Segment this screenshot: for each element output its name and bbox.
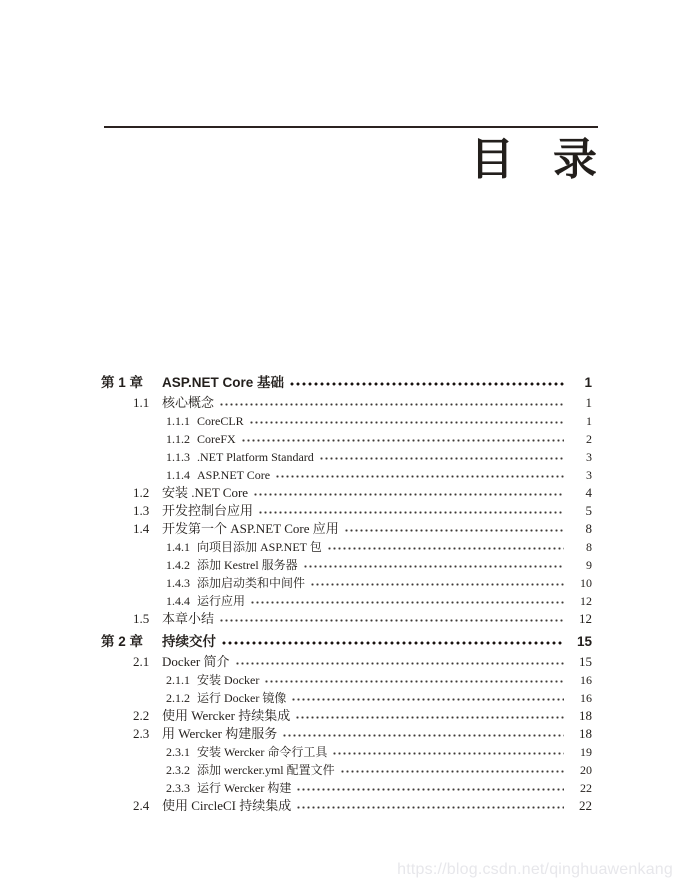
toc-entry-title: CoreFX bbox=[197, 432, 236, 446]
toc-entry bbox=[133, 394, 592, 412]
toc-entry-page: 1 bbox=[585, 395, 592, 410]
page-title-char: 目 bbox=[470, 135, 514, 184]
toc-entry-title: .NET Platform Standard bbox=[197, 450, 314, 464]
toc-entry-title: 安装 .NET Core bbox=[162, 485, 249, 500]
toc-entry-title: 添加启动类和中间件 bbox=[197, 576, 306, 590]
toc-entry-number: 1.3 bbox=[133, 503, 150, 518]
toc-entry-number: 1.1 bbox=[133, 395, 150, 410]
toc-entry bbox=[133, 502, 592, 520]
toc-entry-title: 使用 Wercker 持续集成 bbox=[162, 708, 291, 723]
toc-entry-title: 运行应用 bbox=[197, 594, 246, 608]
toc-entry-page: 2 bbox=[586, 432, 592, 446]
toc-entry-page: 3 bbox=[586, 450, 592, 464]
toc-entry bbox=[166, 761, 592, 779]
toc-entry bbox=[166, 556, 592, 574]
toc-entry-number: 1.1.1 bbox=[166, 414, 190, 428]
toc-entry bbox=[133, 797, 592, 815]
dot-leader bbox=[291, 689, 564, 707]
toc-entry-number: 2.3 bbox=[133, 726, 150, 741]
toc-entry-number: 2.2 bbox=[133, 708, 150, 723]
toc-entry-page: 3 bbox=[586, 468, 592, 482]
toc-entry-number: 1.4.1 bbox=[166, 540, 190, 554]
toc-entry-number: 2.3.2 bbox=[166, 763, 190, 777]
dot-leader bbox=[275, 466, 564, 484]
toc-entry-title: 运行 Wercker 构建 bbox=[197, 781, 292, 795]
toc-entry bbox=[166, 574, 592, 592]
toc-entry bbox=[101, 374, 592, 392]
toc-entry-page: 12 bbox=[580, 594, 592, 608]
toc-entry-title: 持续交付 bbox=[162, 634, 216, 649]
page-title bbox=[470, 135, 597, 184]
toc-entry-page: 20 bbox=[580, 763, 592, 777]
dot-leader bbox=[241, 430, 564, 448]
toc-entry-number: 2.1 bbox=[133, 654, 150, 669]
dot-leader bbox=[250, 592, 564, 610]
toc-entry-number: 2.3.3 bbox=[166, 781, 190, 795]
toc-entry bbox=[166, 448, 592, 466]
toc-entry-number: 1.5 bbox=[133, 611, 150, 626]
toc-entry-title: 安装 Wercker 命令行工具 bbox=[197, 745, 328, 759]
dot-leader bbox=[310, 574, 564, 592]
toc-entry-number: 2.4 bbox=[133, 798, 150, 813]
toc-entry bbox=[166, 689, 592, 707]
toc-entry-page: 10 bbox=[580, 576, 592, 590]
toc-entry-number: 第 1 章 bbox=[101, 375, 144, 390]
toc-entry-page: 12 bbox=[579, 611, 592, 626]
dot-leader bbox=[289, 374, 564, 392]
toc-entry bbox=[166, 743, 592, 761]
dot-leader bbox=[264, 671, 564, 689]
dot-leader bbox=[303, 556, 564, 574]
toc-entry bbox=[101, 633, 592, 651]
dot-leader bbox=[219, 394, 564, 412]
toc-entry-number: 1.4.2 bbox=[166, 558, 190, 572]
header-rule bbox=[104, 126, 598, 128]
toc-entry-title: 使用 CircleCI 持续集成 bbox=[162, 798, 292, 813]
toc-entry-title: 用 Wercker 构建服务 bbox=[162, 726, 278, 741]
toc-entry-number: 1.4 bbox=[133, 521, 150, 536]
dot-leader bbox=[296, 797, 564, 815]
dot-leader bbox=[221, 633, 564, 651]
toc-entry-title: 本章小结 bbox=[162, 611, 215, 626]
toc-entry-title: 添加 Kestrel 服务器 bbox=[197, 558, 298, 572]
dot-leader bbox=[296, 779, 564, 797]
dot-leader bbox=[282, 725, 564, 743]
toc-entry-title: Docker 简介 bbox=[162, 654, 230, 669]
toc-entry-page: 22 bbox=[580, 781, 592, 795]
toc-entry-title: 运行 Docker 镜像 bbox=[197, 691, 287, 705]
dot-leader bbox=[332, 743, 564, 761]
toc-entry-page: 19 bbox=[580, 745, 592, 759]
toc-entry-page: 4 bbox=[585, 485, 592, 500]
toc-entry bbox=[133, 707, 592, 725]
toc-entry bbox=[166, 412, 592, 430]
toc-entry-page: 1 bbox=[586, 414, 592, 428]
toc-entry-number: 第 2 章 bbox=[101, 634, 144, 649]
toc-entry-page: 1 bbox=[584, 375, 592, 390]
dot-leader bbox=[344, 520, 564, 538]
toc-entry-number: 2.3.1 bbox=[166, 745, 190, 759]
dot-leader bbox=[253, 484, 564, 502]
toc-entry bbox=[166, 671, 592, 689]
toc-entry-number: 1.1.4 bbox=[166, 468, 190, 482]
dot-leader bbox=[219, 610, 564, 628]
toc-entry-title: 开发控制台应用 bbox=[162, 503, 254, 518]
toc-entry bbox=[166, 466, 592, 484]
toc-entry-number: 1.1.3 bbox=[166, 450, 190, 464]
toc-entry-number: 1.2 bbox=[133, 485, 150, 500]
dot-leader bbox=[327, 538, 564, 556]
toc-entry-number: 2.1.2 bbox=[166, 691, 190, 705]
toc-entry-number: 1.4.4 bbox=[166, 594, 190, 608]
toc-entry bbox=[166, 430, 592, 448]
toc-entry bbox=[133, 653, 592, 671]
toc-entry-number: 2.1.1 bbox=[166, 673, 190, 687]
dot-leader bbox=[258, 502, 564, 520]
toc-entry-title: ASP.NET Core bbox=[197, 468, 271, 482]
toc-entry-page: 8 bbox=[586, 540, 592, 554]
toc-entry-page: 15 bbox=[576, 634, 592, 649]
toc-entry-title: 添加 wercker.yml 配置文件 bbox=[197, 763, 335, 777]
toc-entry-page: 16 bbox=[580, 673, 592, 687]
toc-entry-title: CoreCLR bbox=[197, 414, 244, 428]
toc-entry-page: 9 bbox=[586, 558, 592, 572]
toc-entry bbox=[166, 592, 592, 610]
dot-leader bbox=[319, 448, 564, 466]
dot-leader bbox=[295, 707, 564, 725]
toc-entry-number: 1.4.3 bbox=[166, 576, 190, 590]
toc-entry-page: 16 bbox=[580, 691, 592, 705]
toc-entry bbox=[166, 779, 592, 797]
toc-entry-number: 1.1.2 bbox=[166, 432, 190, 446]
toc-entry-page: 22 bbox=[579, 798, 592, 813]
toc-entry-title: 向项目添加 ASP.NET 包 bbox=[197, 540, 322, 554]
toc-entry-page: 18 bbox=[579, 708, 592, 723]
toc-entry bbox=[166, 538, 592, 556]
toc-entry-page: 5 bbox=[585, 503, 592, 518]
toc-list bbox=[0, 369, 682, 815]
dot-leader bbox=[235, 653, 564, 671]
toc-entry-page: 15 bbox=[579, 654, 592, 669]
watermark-url: https://blog.csdn.net/qinghuawenkang bbox=[397, 861, 673, 878]
dot-leader bbox=[249, 412, 564, 430]
dot-leader bbox=[340, 761, 564, 779]
toc-entry-title: 开发第一个 ASP.NET Core 应用 bbox=[162, 521, 339, 536]
toc-entry-title: ASP.NET Core 基础 bbox=[162, 375, 285, 390]
toc-entry-title: 核心概念 bbox=[162, 395, 215, 410]
toc-entry-page: 18 bbox=[579, 726, 592, 741]
toc-entry bbox=[133, 610, 592, 628]
toc-entry bbox=[133, 484, 592, 502]
toc-entry-title: 安装 Docker bbox=[197, 673, 260, 687]
page-title-char: 录 bbox=[553, 135, 597, 184]
toc-entry-page: 8 bbox=[585, 521, 592, 536]
toc-entry bbox=[133, 725, 592, 743]
toc-entry bbox=[133, 520, 592, 538]
